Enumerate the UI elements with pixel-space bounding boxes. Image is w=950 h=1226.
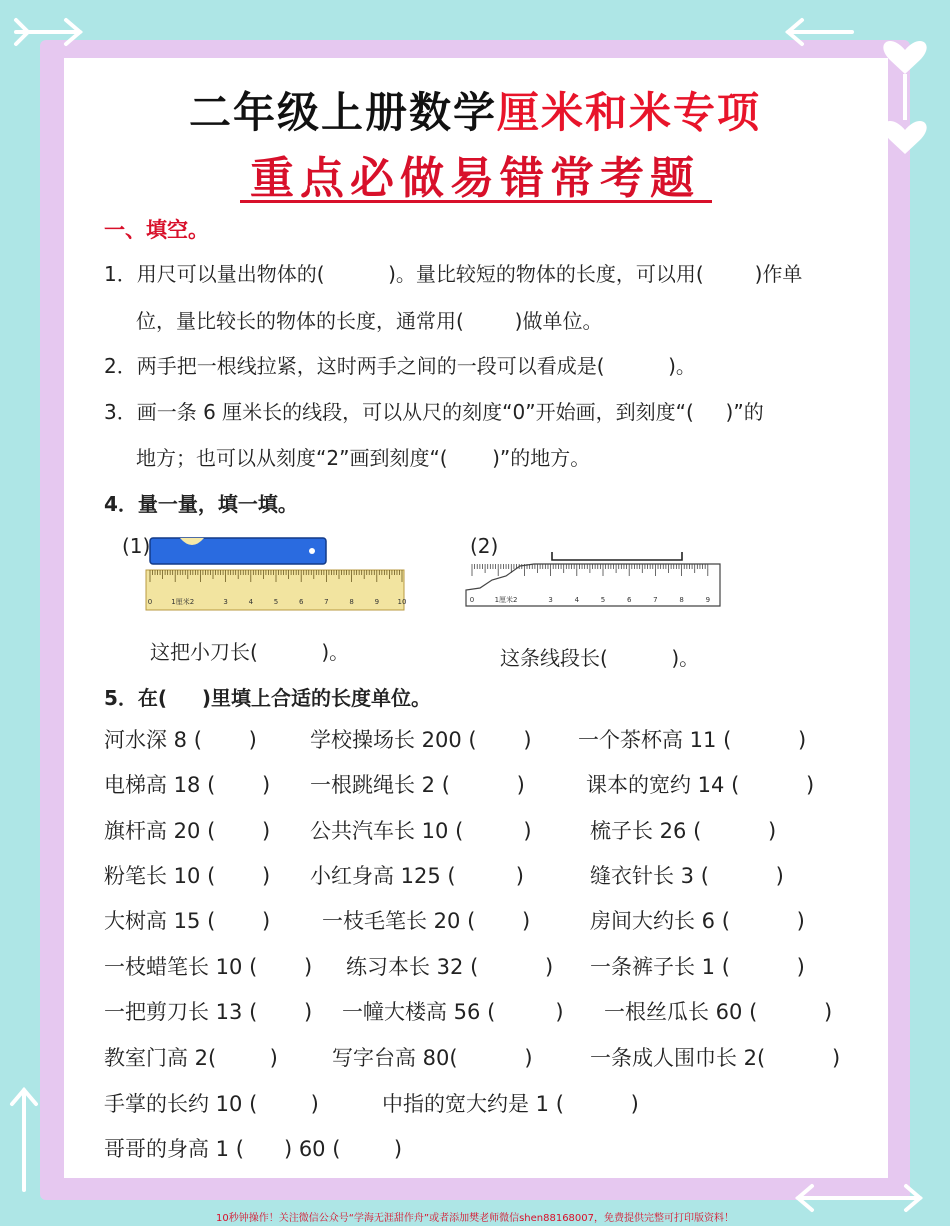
grid-cell: 课本的宽约 14 ( ) <box>586 773 815 797</box>
question-1-line2: 位，量比较长的物体的长度，通常用( )做单位。 <box>136 309 603 333</box>
line-segment <box>552 552 682 560</box>
title-part1: 二年级上册数学 <box>188 88 497 137</box>
arrow-decoration-top-right-icon <box>780 14 860 50</box>
arrow-decoration-top-left-icon <box>8 14 88 50</box>
grid-cell: 粉笔长 10 ( ) <box>104 864 271 888</box>
grid-cell: 一枝蜡笔长 10 ( ) <box>104 955 313 979</box>
ruler-tick-label: 7 <box>653 596 658 604</box>
ruler-with-knife-figure <box>144 534 409 614</box>
subtitle-underline <box>240 200 712 203</box>
grid-cell: 一幢大楼高 56 ( ) <box>342 1000 564 1024</box>
grid-cell: 旗杆高 20 ( ) <box>104 819 271 843</box>
ruler-tick-label: 5 <box>273 598 279 606</box>
footer-note: 10秒钟操作！关注微信公众号“学海无涯甜作舟”或者添加樊老师微信shen88168007，免费提供完整可打印版资料！ <box>215 1213 735 1224</box>
grid-cell: 小红身高 125 ( ) <box>310 864 524 888</box>
answer-knife-length: 这把小刀长( )。 <box>150 640 350 664</box>
grid-cell: 电梯高 18 ( ) <box>104 773 271 797</box>
ruler-tick-label: 4 <box>248 598 254 606</box>
grid-row <box>104 1133 864 1163</box>
title-part2: 厘米和米专项 <box>497 88 762 137</box>
grid-cell: 一个茶杯高 11 ( ) <box>578 728 807 752</box>
grid-row <box>104 769 864 799</box>
answer-segment-length: 这条线段长( )。 <box>500 646 700 670</box>
question-1-line1: 1．用尺可以量出物体的( )。量比较短的物体的长度，可以用( )作单 <box>104 262 803 286</box>
ruler-tick-label: 5 <box>600 596 606 604</box>
ruler-tick-label: 6 <box>298 598 304 606</box>
grid-row <box>104 996 864 1026</box>
ruler-with-segment-figure <box>462 540 727 612</box>
grid-cell: 练习本长 32 ( ) <box>346 955 554 979</box>
grid-cell: 一把剪刀长 13 ( ) <box>104 1000 313 1024</box>
grid-cell: 学校操场长 200 ( ) <box>310 728 532 752</box>
section-heading: 一、填空。 <box>104 218 209 242</box>
ruler-tick-label: 6 <box>626 596 632 604</box>
grid-row <box>104 905 864 935</box>
ruler-tick-label: 3 <box>223 598 228 606</box>
ruler-tick-label: 9 <box>705 596 711 604</box>
grid-cell: 一条裤子长 1 ( ) <box>590 955 805 979</box>
ruler-tick-label: 3 <box>548 596 553 604</box>
question-4: 4．量一量，填一填。 <box>104 492 298 516</box>
question-2: 2．两手把一根线拉紧，这时两手之间的一段可以看成是( )。 <box>104 354 696 378</box>
page-title <box>0 80 950 140</box>
ruler-tick-label: 8 <box>679 596 684 604</box>
grid-cell: 一枝毛笔长 20 ( ) <box>322 909 531 933</box>
ruler-tick-label: 4 <box>574 596 580 604</box>
grid-row <box>104 724 864 754</box>
grid-cell: 大树高 15 ( ) <box>104 909 271 933</box>
question-5: 5．在( )里填上合适的长度单位。 <box>104 686 432 710</box>
grid-cell: 一根跳绳长 2 ( ) <box>310 773 525 797</box>
grid-cell: 缝衣针长 3 ( ) <box>590 864 784 888</box>
figure-2-label: (2) <box>470 534 499 558</box>
ruler-tick-label: 1厘米2 <box>171 598 195 606</box>
figure-1-label: (1) <box>122 534 151 558</box>
grid-row <box>104 860 864 890</box>
page-subtitle: 重点必做易错常考题 <box>250 153 700 204</box>
ruler-tick-label: 7 <box>324 598 329 606</box>
ruler-tick-label: 8 <box>349 598 354 606</box>
ruler-tick-label: 0 <box>147 598 153 606</box>
knife-body <box>150 538 326 564</box>
ruler-tick-label: 0 <box>469 596 475 604</box>
ruler-tick-label: 10 <box>397 598 407 606</box>
grid-cell: 一条成人围巾长 2( ) <box>590 1046 841 1070</box>
grid-cell: 河水深 8 ( ) <box>104 728 257 752</box>
knife-hole <box>309 548 315 554</box>
arrow-decoration-bottom-left-icon <box>4 1080 44 1200</box>
question-3-line1: 3．画一条 6 厘米长的线段，可以从尺的刻度“0”开始画，到刻度“( )”的 <box>104 400 764 424</box>
grid-row <box>104 1042 864 1072</box>
grid-row <box>104 951 864 981</box>
grid-row <box>104 815 864 845</box>
question-3-line2: 地方；也可以从刻度“2”画到刻度“( )”的地方。 <box>136 446 591 470</box>
grid-cell: 房间大约长 6 ( ) <box>590 909 805 933</box>
grid-cell: 手掌的长约 10 ( ) <box>104 1092 319 1116</box>
grid-cell: 公共汽车长 10 ( ) <box>310 819 532 843</box>
grid-cell: 哥哥的身高 1 ( ) 60 ( ) <box>104 1137 403 1161</box>
grid-cell: 梳子长 26 ( ) <box>590 819 777 843</box>
grid-cell: 教室门高 2( ) <box>104 1046 278 1070</box>
grid-cell: 中指的宽大约是 1 ( ) <box>382 1092 639 1116</box>
grid-cell: 一根丝瓜长 60 ( ) <box>604 1000 833 1024</box>
ruler-tick-label: 1厘米2 <box>494 596 518 604</box>
ruler-tick-label: 9 <box>374 598 380 606</box>
grid-cell: 写字台高 80( ) <box>332 1046 533 1070</box>
grid-row <box>104 1088 864 1118</box>
